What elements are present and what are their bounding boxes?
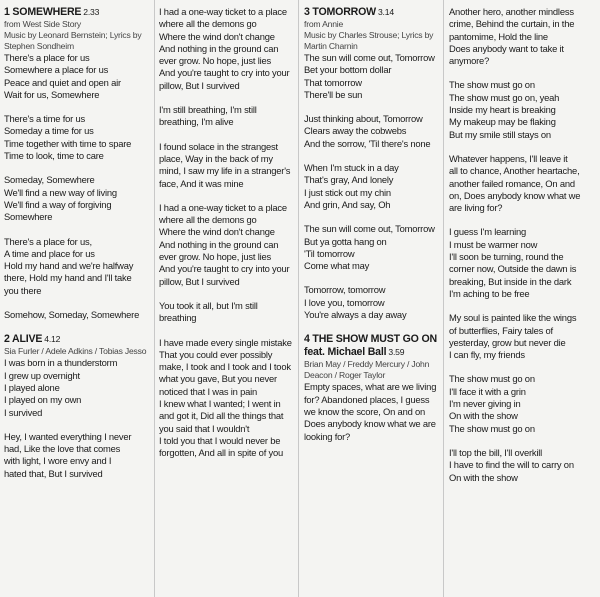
lyric-line: you there <box>4 284 42 296</box>
song-credits-line: Martin Charnin <box>304 41 358 51</box>
lyric-line: Tomorrow, tomorrow <box>304 284 386 296</box>
lyric-line: Someday a time for us <box>4 125 94 137</box>
lyrics-stanza <box>4 357 150 418</box>
lyrics-stanza <box>4 113 150 162</box>
lyric-line: And nothing in the ground can <box>159 238 279 250</box>
lyric-line: My makeup may be flaking <box>449 116 556 128</box>
lyric-line: Somewhere a place for us <box>4 64 109 76</box>
lyric-line: all to chance, Another heartache, <box>449 165 580 177</box>
lyric-line: Clears away the cobwebs <box>304 125 407 137</box>
song-title-text: 4 THE SHOW MUST GO ON feat. Michael Ball <box>304 333 437 359</box>
lyric-line: The sun will come out, Tomorrow <box>304 52 435 63</box>
lyric-line: I knew what I wanted; I went in <box>159 398 281 410</box>
lyrics-column-4 <box>449 6 595 496</box>
lyrics-stanza <box>304 52 450 101</box>
lyric-line: You're always a day away <box>304 309 407 321</box>
lyric-line: for? Abandoned places, I guess <box>304 393 430 405</box>
lyrics-stanza <box>4 174 150 223</box>
song-credits-line: Music by Charles Strouse; Lyrics by <box>304 30 434 40</box>
lyric-line: looking for? <box>304 430 351 442</box>
lyric-line: Where the wind don't change <box>159 226 275 238</box>
song-title-text: 2 ALIVE <box>4 333 43 346</box>
lyric-line: The show must go on <box>449 373 535 385</box>
lyric-line: I found solace in the strangest <box>159 140 278 152</box>
lyric-line: Empty spaces, what are we living <box>304 381 437 393</box>
lyric-line: Where the wind don't change <box>159 30 275 42</box>
lyric-line: I love you, tomorrow <box>304 296 385 308</box>
song-credits-line: from Annie <box>304 19 344 29</box>
lyric-line: Inside my heart is breaking <box>449 104 556 116</box>
lyrics-stanza <box>449 226 595 300</box>
lyric-line: Bet your bottom dollar <box>304 64 392 76</box>
song-credits-line: Music by Leonard Bernstein; Lyrics by <box>4 30 142 40</box>
lyric-line: another failed romance, On and <box>449 177 575 189</box>
lyrics-stanza <box>4 309 150 321</box>
lyrics-column-3 <box>304 6 450 455</box>
lyric-line: I guess I'm learning <box>449 226 526 238</box>
lyric-line: Whatever happens, I'll leave it <box>449 152 568 164</box>
song-title-text: 3 TOMORROW <box>304 6 376 18</box>
lyrics-column-2 <box>159 6 305 472</box>
lyric-line: we know the score, On and on <box>304 405 426 417</box>
lyric-line: what you gave, But you never <box>159 373 277 385</box>
lyric-line: hated that, But I survived <box>4 467 103 479</box>
lyric-line: are living for? <box>449 202 503 214</box>
lyric-line: I survived <box>4 406 43 418</box>
lyric-line: ever grow. No hope, just lies <box>159 55 271 67</box>
lyrics-column-1 <box>4 6 150 492</box>
lyric-line: Time together with time to spare <box>4 137 132 149</box>
lyric-line: That you could ever possibly <box>159 348 273 360</box>
lyric-line: Someday, Somewhere <box>4 174 95 186</box>
lyric-line: Another hero, another mindless <box>449 6 574 17</box>
lyric-line: When I'm stuck in a day <box>304 162 399 174</box>
lyric-line: pillow, But I survived <box>159 79 240 91</box>
lyric-line: make, I took and I took and I took <box>159 361 291 373</box>
lyric-line: I played alone <box>4 381 60 393</box>
lyric-line: on, Does anybody know what we <box>449 189 581 201</box>
lyric-line: On with the show <box>449 410 518 422</box>
lyric-line: I must be warmer now <box>449 238 538 250</box>
song-title-text: 1 SOMEWHERE <box>4 6 82 18</box>
lyric-line: breathing, I'm alive <box>159 116 234 128</box>
song-duration: 3.59 <box>388 347 405 358</box>
lyric-line: of butterflies, Fairy tales of <box>449 324 553 336</box>
lyric-line: The show must go on, yeah <box>449 91 560 103</box>
lyric-line: I was born in a thunderstorm <box>4 357 118 369</box>
lyric-line: Hold my hand and we're halfway <box>4 260 134 272</box>
lyric-line: I have made every single mistake <box>159 336 292 348</box>
song-credits-line: from West Side Story <box>4 19 82 29</box>
lyric-line: yesterday, grow but never die <box>449 336 566 348</box>
lyric-line: I'll face it with a grin <box>449 385 526 397</box>
lyric-line: And you're taught to cry into your <box>159 67 290 79</box>
lyric-line: you said that I wouldn't <box>159 422 250 434</box>
lyric-line: There's a place for us, <box>4 235 92 247</box>
song-credits-line: Brian May / Freddy Mercury / John <box>304 359 430 370</box>
song-credits-line: Deacon / Roger Taylor <box>304 370 386 381</box>
lyric-line: That tomorrow <box>304 76 362 88</box>
lyrics-stanza <box>304 113 450 150</box>
song-title <box>304 333 450 359</box>
column-divider <box>154 0 155 597</box>
lyric-line: The show must go on <box>449 79 535 91</box>
lyric-line: ever grow. No hope, just lies <box>159 251 271 263</box>
lyrics-stanza <box>304 223 450 272</box>
lyric-line: breaking, But inside in the dark <box>449 275 572 287</box>
lyric-line: breathing <box>159 312 197 324</box>
lyric-line: And nothing in the ground can <box>159 42 279 54</box>
lyric-line: I can fly, my friends <box>449 349 525 361</box>
lyric-line: I have to find the will to carry on <box>449 459 574 471</box>
lyrics-stanza <box>449 79 595 140</box>
lyric-line: I just stick out my chin <box>304 186 391 198</box>
lyrics-stanza <box>304 162 450 211</box>
lyric-line: corner now, Outside the dawn is <box>449 263 577 275</box>
lyrics-stanza <box>4 236 150 297</box>
lyrics-stanza <box>449 153 595 214</box>
lyrics-stanza <box>449 447 595 484</box>
lyric-line: anymore? <box>449 55 490 67</box>
lyrics-stanza <box>449 312 595 361</box>
lyric-line: I'll top the bill, I'll overkill <box>449 446 543 458</box>
lyric-line: 'Til tomorrow <box>304 247 355 259</box>
lyric-line: place, Way in the back of my <box>159 152 273 164</box>
lyric-line: But ya gotta hang on <box>304 235 387 247</box>
song-title <box>304 6 450 19</box>
lyric-line: with light, I wore envy and I <box>4 455 112 467</box>
song-title <box>4 6 150 19</box>
lyric-line: Time to look, time to care <box>4 150 104 162</box>
lyric-line: I'm aching to be free <box>449 287 530 299</box>
lyric-line: forgotten, And all in spite of you <box>159 447 284 459</box>
lyrics-stanza <box>449 6 595 67</box>
lyrics-stanza <box>159 104 305 129</box>
lyrics-stanza <box>449 373 595 434</box>
lyric-line: We'll find a way of forgiving <box>4 198 112 210</box>
lyric-line: Peace and quiet and open air <box>4 76 121 88</box>
lyrics-stanza <box>304 381 450 442</box>
lyric-line: I played on my own <box>4 394 82 406</box>
lyric-line: noticed that I was in pain <box>159 385 257 397</box>
lyric-line: The show must go on <box>449 422 535 434</box>
lyric-line: I'll soon be turning, round the <box>449 251 564 263</box>
lyric-line: I told you that I would never be <box>159 434 281 446</box>
lyric-line: Just thinking about, Tomorrow <box>304 113 423 125</box>
song-duration: 4.12 <box>44 334 61 345</box>
lyrics-stanza <box>4 431 150 480</box>
lyric-line: where all the demons go <box>159 214 257 226</box>
lyric-line: had, Like the love that comes <box>4 443 121 455</box>
lyric-line: But my smile still stays on <box>449 128 551 140</box>
lyric-line: I'm never giving in <box>449 398 521 410</box>
lyric-line: I had a one-way ticket to a place <box>159 6 287 17</box>
lyric-line: mind, I saw my life in a stranger's <box>159 165 291 177</box>
song-header <box>304 333 450 381</box>
lyrics-stanza <box>159 202 305 288</box>
lyrics-stanza <box>304 284 450 321</box>
lyric-line: That's gray, And lonely <box>304 174 394 186</box>
lyric-line: There'll be sun <box>304 88 363 100</box>
lyric-line: There's a time for us <box>4 113 85 125</box>
lyric-line: The sun will come out, Tomorrow <box>304 223 435 235</box>
lyric-line: I'm still breathing, I'm still <box>159 104 257 116</box>
lyric-line: Does anybody want to take it <box>449 42 564 54</box>
lyric-line: On with the show <box>449 471 518 483</box>
lyric-line: And you're taught to cry into your <box>159 263 290 275</box>
lyric-line: Does anybody know what we are <box>304 418 436 430</box>
lyrics-stanza <box>159 337 305 460</box>
song-duration: 3.14 <box>377 7 394 17</box>
lyrics-stanza <box>159 300 305 325</box>
lyric-line: My soul is painted like the wings <box>449 312 577 324</box>
lyric-line: And grin, And say, Oh <box>304 198 391 210</box>
song-header <box>4 333 150 357</box>
lyric-line: face, And it was mine <box>159 177 244 189</box>
lyric-line: crime, Behind the curtain, in the <box>449 18 575 30</box>
song-credits-line: Sia Furler / Adele Adkins / Tobias Jesso <box>4 346 147 357</box>
lyric-line: A time and place for us <box>4 247 95 259</box>
lyric-line: pantomime, Hold the line <box>449 30 548 42</box>
lyric-line: We'll find a new way of living <box>4 186 117 198</box>
lyric-line: I had a one-way ticket to a place <box>159 201 287 213</box>
lyrics-stanza <box>4 52 150 101</box>
lyric-line: Hey, I wanted everything I never <box>4 430 132 442</box>
lyric-line: I grew up overnight <box>4 369 80 381</box>
lyric-line: Somewhere <box>4 211 53 223</box>
song-duration: 2.33 <box>83 7 100 17</box>
lyric-line: There's a place for us <box>4 52 90 63</box>
lyric-line: pillow, But I survived <box>159 275 240 287</box>
lyric-line: And the sorrow, 'Til there's none <box>304 137 431 149</box>
lyric-line: You took it all, but I'm still <box>159 299 258 311</box>
lyrics-stanza <box>159 141 305 190</box>
lyric-line: where all the demons go <box>159 18 257 30</box>
song-credits-line: Stephen Sondheim <box>4 41 74 51</box>
lyrics-stanza <box>159 6 305 92</box>
lyric-line: Come what may <box>304 260 370 272</box>
lyric-line: Wait for us, Somewhere <box>4 88 100 100</box>
song-header <box>304 6 450 52</box>
song-header <box>4 6 150 52</box>
lyric-line: Somehow, Someday, Somewhere <box>4 309 140 321</box>
lyric-line: and got it, Did all the things that <box>159 410 284 422</box>
song-title <box>4 333 150 346</box>
lyric-line: there, Hold my hand and I'll take <box>4 272 132 284</box>
